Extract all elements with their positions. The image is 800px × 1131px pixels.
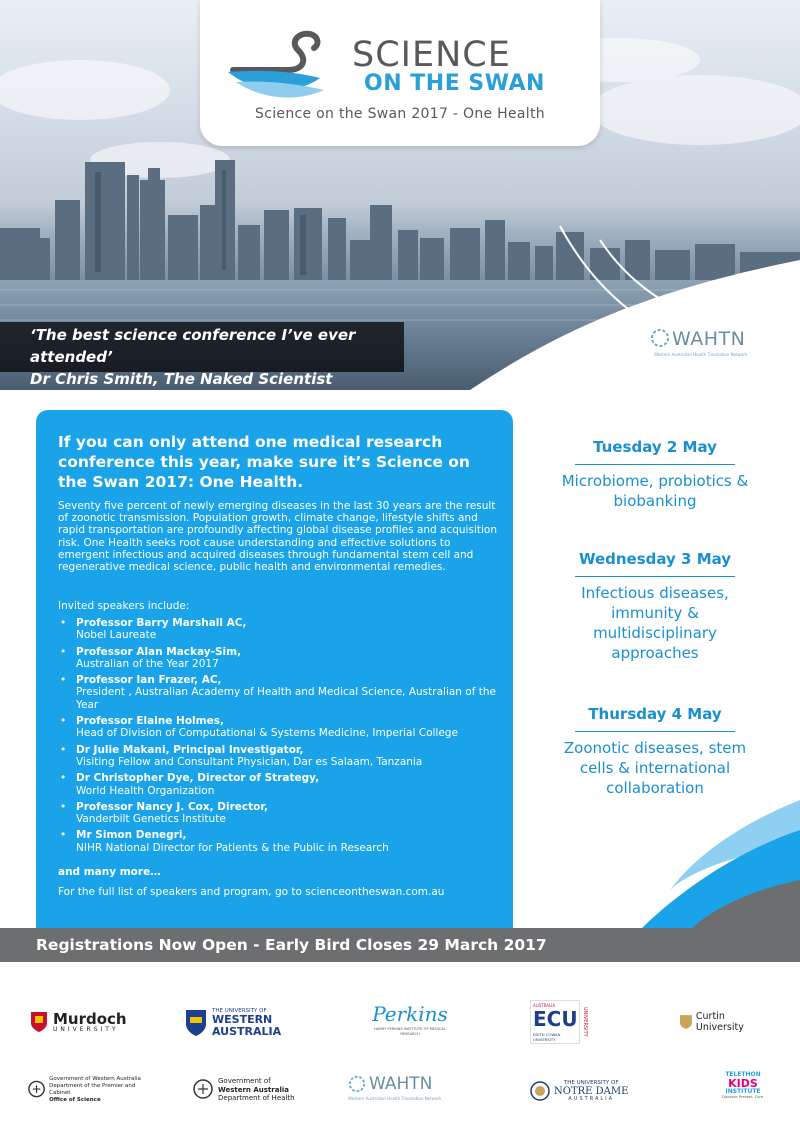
wahtn-footer-name: WAHTN bbox=[369, 1074, 433, 1094]
speaker-role: Head of Division of Computational & Systems Medicine, Imperial College bbox=[76, 727, 458, 740]
day-topic: Infectious diseases, immunity & multidisciplinary approaches bbox=[581, 584, 729, 662]
ecu-logo bbox=[530, 1000, 600, 1044]
divider bbox=[575, 464, 735, 465]
notre-dame-mid: NOTRE DAME bbox=[554, 1085, 629, 1097]
ecu-sub: EDITH COWAN UNIVERSITY bbox=[533, 1032, 561, 1042]
uwa-logo bbox=[185, 1006, 295, 1040]
conference-info-panel bbox=[36, 410, 513, 930]
day-title: Thursday 4 May bbox=[588, 705, 722, 723]
speaker-role: Australian of the Year 2017 bbox=[76, 657, 219, 670]
curtin-name: Curtin University bbox=[695, 1011, 744, 1033]
speaker-role: World Health Organization bbox=[76, 784, 215, 797]
speaker-role: President , Australian Academy of Health and Medical Science, Australian of the Year bbox=[76, 686, 496, 711]
notre-dame-bottom: AUSTRALIA bbox=[568, 1095, 615, 1102]
program-day bbox=[540, 550, 770, 663]
wahtn-header-logo bbox=[650, 326, 800, 366]
wahtn-footer-logo bbox=[348, 1074, 458, 1108]
day-topic: Microbiome, probiotics & biobanking bbox=[561, 472, 749, 510]
telethon-line1: TELETHON bbox=[725, 1071, 761, 1078]
divider bbox=[575, 731, 735, 732]
perkins-sub: HARRY PERKINS INSTITUTE OF MEDICAL RESEARCH bbox=[374, 1026, 446, 1036]
speaker-name: Dr Christopher Dye, Director of Strategy, bbox=[76, 772, 320, 785]
day-title: Tuesday 2 May bbox=[593, 438, 717, 456]
speaker-name: Professor Alan Mackay-Sim, bbox=[76, 645, 242, 658]
perkins-name: Perkins bbox=[372, 1001, 448, 1026]
murdoch-logo bbox=[30, 1008, 140, 1036]
murdoch-sub: UNIVERSITY bbox=[53, 1025, 119, 1033]
program-day bbox=[540, 438, 770, 511]
speaker-list bbox=[58, 617, 508, 858]
curtin-crest-icon bbox=[680, 1015, 692, 1029]
gov-science-line3: Office of Science bbox=[49, 1097, 101, 1104]
wahtn-tagline: Western Australian Health Translation Network bbox=[654, 352, 748, 357]
quote-text: ‘The best science conference I’ve ever attended’ bbox=[30, 326, 356, 366]
murdoch-name: Murdoch bbox=[53, 1009, 127, 1028]
uwa-bottom: AUSTRALIA bbox=[212, 1024, 282, 1038]
list-item: • Professor Nancy J. Cox, Director, Vanderbilt Genetics Institute bbox=[58, 801, 508, 826]
full-program-link[interactable]: For the full list of speakers and program, go to scienceontheswan.com.au bbox=[58, 886, 445, 898]
gov-health-logo bbox=[192, 1074, 302, 1106]
registration-banner: Registrations Now Open - Early Bird Closes 29 March 2017 bbox=[0, 928, 800, 962]
divider bbox=[575, 576, 735, 577]
speaker-name: Professor Elaine Holmes, bbox=[76, 715, 224, 728]
telethon-line2: KIDS bbox=[728, 1077, 758, 1090]
decorative-swirl bbox=[600, 790, 800, 930]
logo-line-on-the-swan: ON THE SWAN bbox=[364, 71, 545, 96]
list-item: • Professor Elaine Holmes, Head of Division of Computational & Systems Medicine, Imperial College bbox=[58, 715, 508, 740]
speaker-name: Professor Barry Marshall AC, bbox=[76, 617, 247, 629]
telethon-kids-logo bbox=[718, 1072, 768, 1112]
wa-crest-icon bbox=[192, 1077, 214, 1103]
gov-health-line1: Government of bbox=[218, 1076, 271, 1085]
list-item: • Professor Alan Mackay-Sim, Australian of the Year 2017 bbox=[58, 646, 508, 671]
list-item: • Mr Simon Denegri, NIHR National Director for Patients & the Public in Research bbox=[58, 829, 508, 854]
program-day bbox=[540, 705, 770, 798]
day-topic: Zoonotic diseases, stem cells & international collaboration bbox=[563, 739, 747, 797]
testimonial-quote bbox=[0, 322, 404, 388]
speaker-role: Visiting Fellow and Consultant Physician, Dar es Salaam, Tanzania bbox=[76, 755, 423, 768]
gov-health-line3: Department of Health bbox=[218, 1094, 295, 1103]
gov-science-line1: Government of Western Australia bbox=[49, 1075, 141, 1082]
speaker-role: Vanderbilt Genetics Institute bbox=[76, 813, 226, 826]
telethon-line4: Discover. Prevent. Cure. bbox=[721, 1095, 765, 1099]
wahtn-circle-icon bbox=[348, 1075, 366, 1093]
event-subtitle: Science on the Swan 2017 - One Health bbox=[255, 106, 545, 122]
day-title: Wednesday 3 May bbox=[578, 550, 732, 568]
notre-dame-seal-icon bbox=[530, 1081, 550, 1101]
uwa-mid: WESTERN bbox=[212, 1013, 273, 1027]
headline: If you can only attend one medical research conference this year, make sure it’s Science on the Swan 2017: One Health. bbox=[58, 433, 470, 491]
ecu-side: UNIVERSITY bbox=[582, 1007, 588, 1037]
curtin-logo bbox=[680, 1011, 775, 1033]
list-item: • Professor Ian Frazer, AC, President , Australian Academy of Health and Medical Science, Australian of the Year bbox=[58, 674, 508, 711]
list-item: • Dr Christopher Dye, Director of Strategy, World Health Organization bbox=[58, 772, 508, 797]
gov-health-line2: Western Australia bbox=[218, 1085, 289, 1094]
speaker-role: NIHR National Director for Patients & the Public in Research bbox=[76, 841, 389, 854]
uwa-top: THE UNIVERSITY OF bbox=[212, 1007, 267, 1014]
wahtn-name: WAHTN bbox=[672, 328, 746, 350]
speaker-role: Nobel Laureate bbox=[76, 629, 157, 642]
murdoch-shield-icon bbox=[30, 1011, 48, 1033]
gov-science-logo bbox=[28, 1074, 153, 1106]
logo-line-science: SCIENCE bbox=[352, 35, 511, 75]
telethon-line3: INSTITUTE bbox=[725, 1088, 761, 1095]
hero-banner bbox=[0, 0, 800, 390]
wa-crest-icon bbox=[28, 1079, 45, 1101]
speaker-name: Mr Simon Denegri, bbox=[76, 829, 187, 842]
perkins-logo bbox=[355, 998, 465, 1042]
notre-dame-top: THE UNIVERSITY OF bbox=[563, 1079, 619, 1086]
uwa-crest-icon bbox=[185, 1009, 207, 1037]
speaker-name: Dr Julie Makani, Principal Investigator, bbox=[76, 743, 304, 756]
wahtn-circle-icon bbox=[650, 328, 670, 348]
speaker-name: Professor Nancy J. Cox, Director, bbox=[76, 800, 268, 813]
list-item: • Dr Julie Makani, Principal Investigator, Visiting Fellow and Consultant Physician, Dar es Salaam, Tanzania bbox=[58, 744, 508, 769]
intro-paragraph: Seventy five percent of newly emerging diseases in the last 30 years are the result of zoonotic transmission. Population growth, climate change, lifestyle shifts and rapid transportation are profoundly affecting global disease profiles and acquisition risk. One Health seeks root cause understanding and effective solutions to emergent infectious and acquired diseases through fundamental stem cell and regenerative medical science, public health and environmental remedies. bbox=[58, 500, 497, 574]
swan-logo-icon bbox=[228, 30, 348, 102]
speaker-name: Professor Ian Frazer, AC, bbox=[76, 674, 222, 687]
invited-speakers-label: Invited speakers include: bbox=[58, 600, 190, 612]
ecu-side-top: AUSTRALIA bbox=[533, 1003, 556, 1008]
ecu-name: ECU bbox=[533, 1007, 578, 1031]
quote-author: Dr Chris Smith, The Naked Scientist bbox=[30, 370, 333, 388]
list-item: • Professor Barry Marshall AC, Nobel Laureate bbox=[58, 617, 508, 642]
event-logo-card bbox=[200, 0, 600, 146]
many-more-text: and many more… bbox=[58, 866, 161, 878]
notre-dame-logo bbox=[530, 1076, 640, 1106]
wahtn-footer-sub: Western Australian Health Translation Network bbox=[348, 1096, 442, 1101]
gov-science-line2: Department of the Premier and Cabinet bbox=[49, 1082, 136, 1096]
